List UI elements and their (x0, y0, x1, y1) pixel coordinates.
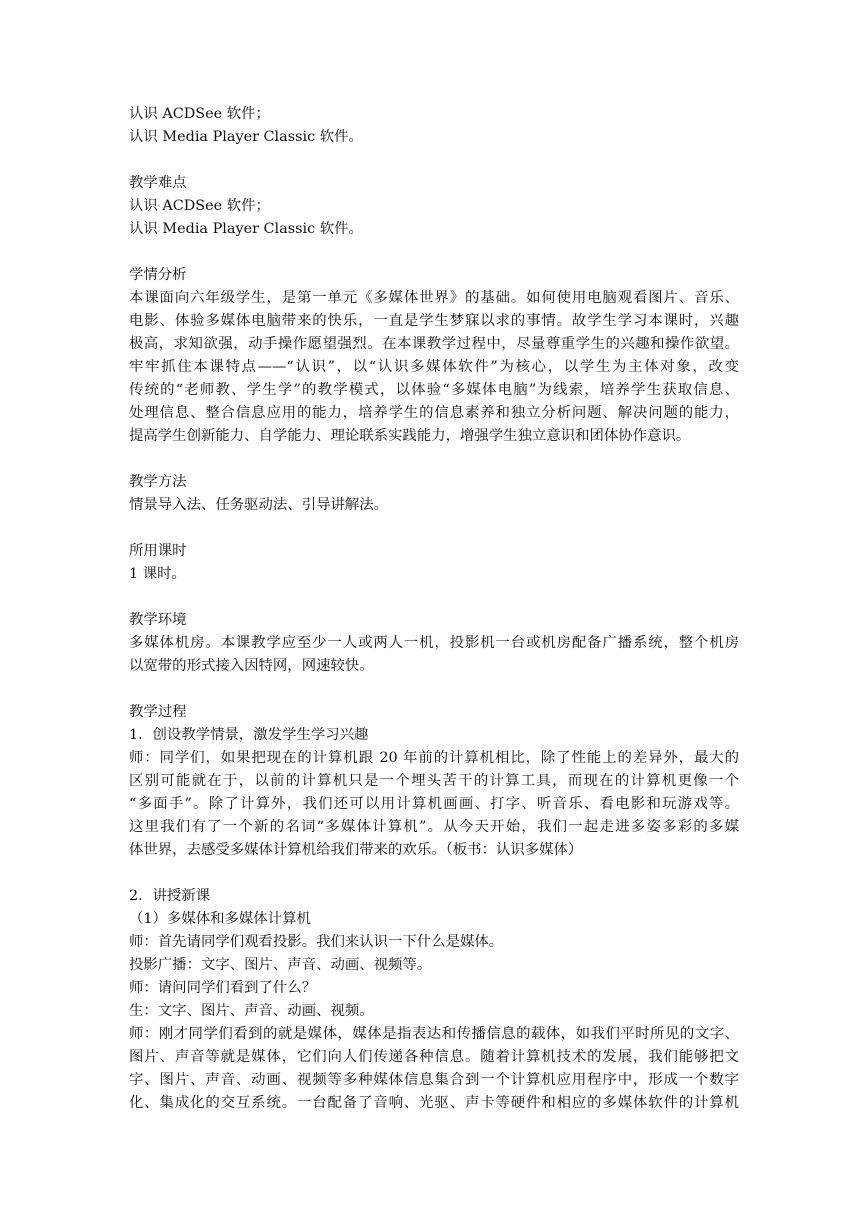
section-heading-analysis: 学情分析 (129, 267, 187, 283)
environment-line: 以宽带的形式接入因特网，网速较快。 (129, 658, 374, 674)
difficulty-line: 认识 ACDSee 软件； (129, 198, 270, 214)
step2-line: 投影广播：文字、图片、声音、动画、视频等。 (129, 957, 432, 973)
analysis-line: 极高，求知欲强，动手操作愿望强烈。在本课教学过程中，尽量尊重学生的兴趣和操作欲望。 (129, 336, 739, 352)
step2-line: 图片、声音等就是媒体，它们向人们传递各种信息。随着计算机技术的发展，我们能够把文 (129, 1049, 739, 1065)
section-heading-difficulties: 教学难点 (129, 175, 187, 191)
section-heading-environment: 教学环境 (129, 612, 187, 628)
hours-line: 1 课时。 (129, 566, 186, 582)
step-title: 2．讲授新课 (129, 888, 211, 904)
spacer (129, 149, 739, 172)
section-heading-hours: 所用课时 (129, 543, 187, 559)
spacer (129, 448, 739, 471)
analysis-line: 牢牢抓住本课特点——“认识”，以“认识多媒体软件”为核心，以学生为主体对象，改变 (129, 359, 739, 375)
methods-line: 情景导入法、任务驱动法、引导讲解法。 (129, 497, 389, 513)
spacer (129, 678, 739, 701)
step2-line: 字、图片、声音、动画、视频等多种媒体信息集合到一个计算机应用程序中，形成一个数字 (129, 1072, 739, 1088)
difficulty-line: 认识 Media Player Classic 软件。 (129, 221, 363, 237)
step2-line: 化、集成化的交互系统。一台配备了音响、光驱、声卡等硬件和相应的多媒体软件的计算机 (129, 1095, 739, 1111)
document-page (129, 103, 739, 1115)
step2-line: 生：文字、图片、声音、动画、视频。 (129, 1003, 374, 1019)
analysis-line: 本课面向六年级学生，是第一单元《多媒体世界》的基础。如何使用电脑观看图片、音乐、 (129, 290, 739, 306)
analysis-line: 处理信息、整合信息应用的能力，培养学生的信息素养和独立分析问题、解决问题的能力， (129, 405, 739, 421)
step1-line: 区别可能就在于，以前的计算机只是一个埋头苦干的计算工具，而现在的计算机更像一个 (129, 773, 739, 789)
step1-line: 体世界，去感受多媒体计算机给我们带来的欢乐。（板书：认识多媒体） (129, 842, 583, 858)
section-heading-methods: 教学方法 (129, 474, 187, 490)
spacer (129, 241, 739, 264)
step-title: 1．创设教学情景，激发学生学习兴趣 (129, 727, 369, 743)
objective-line: 认识 ACDSee 软件； (129, 106, 270, 122)
spacer (129, 586, 739, 609)
analysis-line: 电影、体验多媒体电脑带来的快乐，一直是学生梦寐以求的事情。故学生学习本课时，兴趣 (129, 313, 739, 329)
analysis-line: 提高学生创新能力、自学能力、理论联系实践能力，增强学生独立意识和团体协作意识。 (129, 428, 691, 444)
step1-line: 这里我们有了一个新的名词“多媒体计算机”。从今天开始，我们一起走进多姿多彩的多媒 (129, 819, 739, 835)
step1-line: 师：同学们，如果把现在的计算机跟 20 年前的计算机相比，除了性能上的差异外，最大的 (129, 750, 739, 766)
spacer (129, 517, 739, 540)
analysis-line: 传统的“老师教、学生学”的教学模式，以体验“多媒体电脑”为线索，培养学生获取信息、 (129, 382, 739, 398)
step2-line: 师：请问同学们看到了什么？ (129, 980, 317, 996)
objective-line: 认识 Media Player Classic 软件。 (129, 129, 363, 145)
spacer (129, 862, 739, 885)
step-subtitle: （1）多媒体和多媒体计算机 (129, 911, 311, 927)
step1-line: “多面手”。除了计算外，我们还可以用计算机画画、打字、听音乐、看电影和玩游戏等。 (129, 796, 739, 812)
section-heading-process: 教学过程 (129, 704, 187, 720)
environment-line: 多媒体机房。本课教学应至少一人或两人一机，投影机一台或机房配备广播系统，整个机房 (129, 635, 739, 651)
step2-line: 师：首先请同学们观看投影。我们来认识一下什么是媒体。 (129, 934, 504, 950)
step2-line: 师：刚才同学们看到的就是媒体，媒体是指表达和传播信息的载体，如我们平时所见的文字、 (129, 1026, 739, 1042)
